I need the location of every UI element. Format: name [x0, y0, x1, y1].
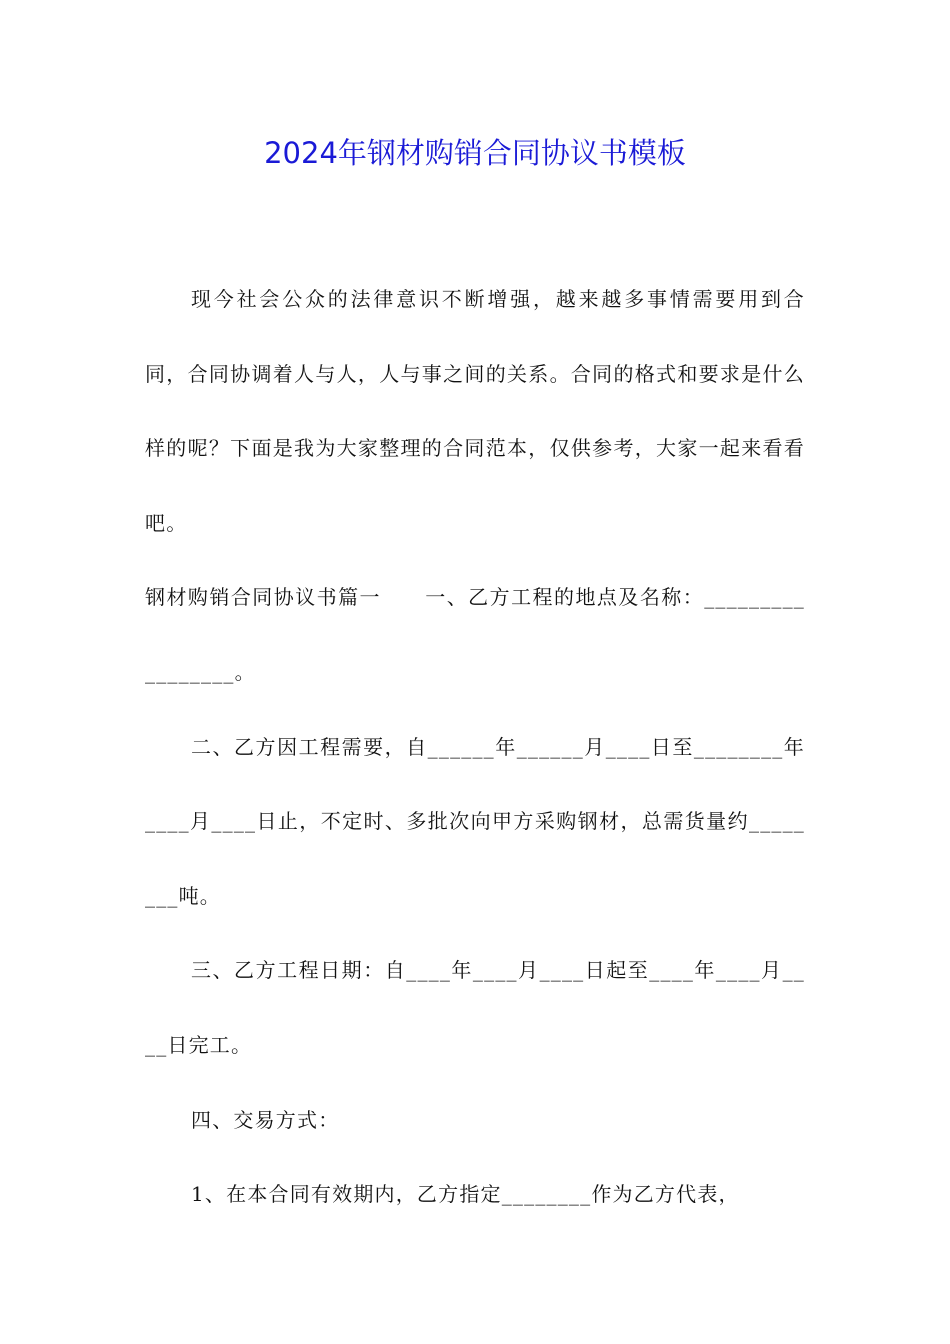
document-title: 2024年钢材购销合同协议书模板: [264, 136, 686, 170]
document-body: [145, 262, 805, 1232]
intro-paragraph: 现今社会公众的法律意识不断增强，越来越多事情需要用到合同，合同协调着人与人，人与事之间的关系。合同的格式和要求是什么样的呢？下面是我为大家整理的合同范本，仅供参考，大家一起来看看吧。: [145, 287, 805, 535]
clause-two: 二、乙方因工程需要，自______年______月____日至________年____月____日止，不定时、多批次向甲方采购钢材，总需货量约________吨。: [145, 734, 805, 908]
section-heading-line: [145, 560, 805, 709]
clause-four: 四、交易方式：: [191, 1107, 340, 1132]
clause-three: 三、乙方工程日期：自____年____月____日起至____年____月____日完工。: [145, 958, 805, 1057]
section-heading: 钢材购销合同协议书篇一: [145, 585, 382, 610]
clause-one: 一、乙方工程的地点及名称：_________________。: [145, 585, 805, 684]
clause-four-item-one: 1、在本合同有效期内，乙方指定________作为乙方代表，: [191, 1182, 740, 1207]
